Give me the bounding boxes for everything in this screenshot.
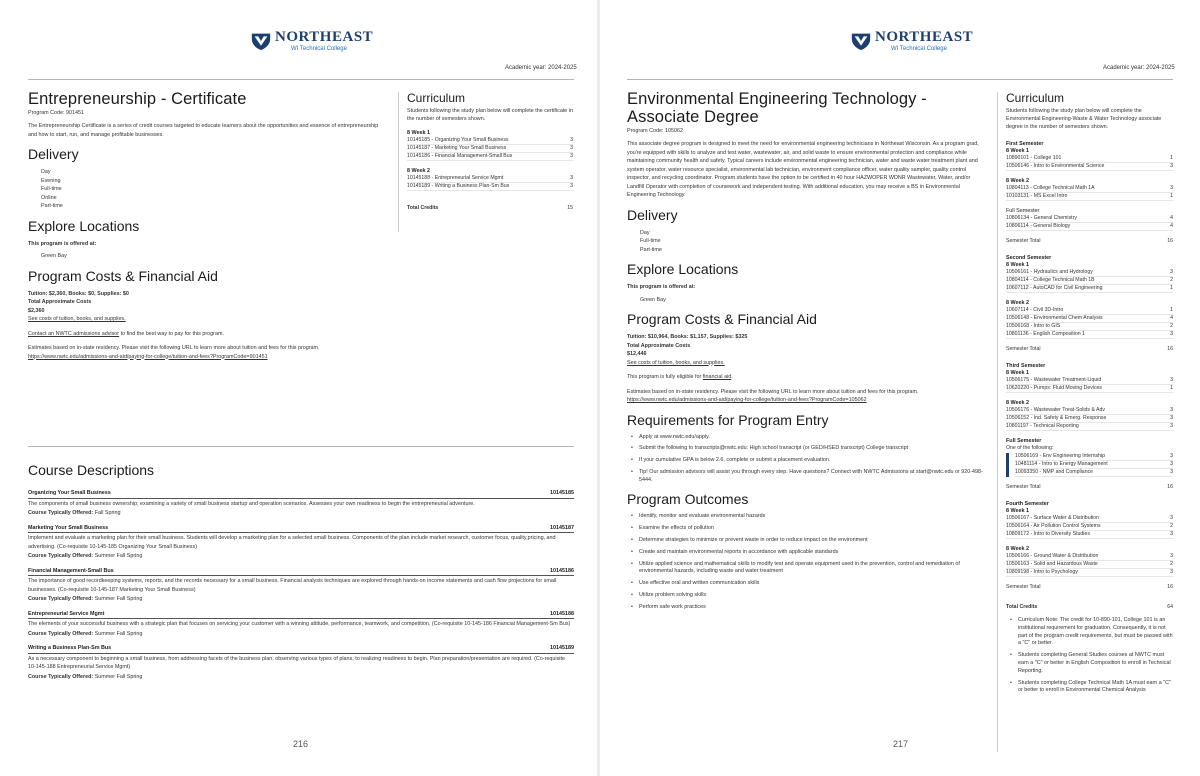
page-number: 217 [893,739,909,749]
semester-total-row: Semester Total 16 [1006,484,1173,490]
northeast-logo [250,30,373,52]
total-cost-value: $12,446 [627,351,647,357]
offered-at-label: This program is offered at: [28,240,97,247]
delivery-list [627,229,987,255]
course-description-item: Organizing Your Small Business 10145185 The components of small business ownership; examining a variety of small business startup and operation scenarios. Assesses your own readiness to begin the entrepreneurial adventure. Course Typically Offered: Fall Spring [28,490,574,516]
week-label: Full Semester [1006,438,1042,444]
curriculum-subtitle: Students following the study plan below will complete the Environmental Engineering-Waste & Water Technology associate degree in the number of semesters shown. [1006,108,1162,130]
semester-label: Second Semester [1006,255,1052,261]
estimates-note: Estimates based on in-state residency. Please visit the following URL to learn more about tuition and fees for this program. [28,345,320,351]
northeast-logo [850,30,973,52]
list-item: • Students completing College Technical Math 1A must earn a "C" or better to enroll in Environmental Chemical Analysis [1006,680,1173,696]
course-row: 10145188 - Entrepreneurial Service Mgmt 3 [407,175,573,181]
see-costs-link[interactable]: See costs of tuition, books, and supplies. [28,316,126,322]
requirements-heading: Requirements for Program Entry [627,411,829,428]
list-item: • Students completing General Studies courses at NWTC must earn a "C" or better in English Composition to enroll in Technical Reporting. [1006,652,1173,675]
total-cost-value: $2,360 [28,307,45,314]
semester-total-row: Semester Total 16 [1006,238,1173,244]
costs-heading: Program Costs & Financial Aid [28,267,218,284]
shield-logo-icon [250,30,272,52]
program-overview [28,90,388,361]
semester-label: First Semester [1006,141,1044,147]
course-row: 10506161 - Hydraulics and Hydrology 3 [1006,269,1173,275]
course-row: 10890101 - College 101 1 [1006,155,1173,161]
course-row: 10809198 - Intro to Psychology 3 [1006,569,1173,575]
delivery-item: Full-time [41,186,62,192]
outcomes-heading: Program Outcomes [627,491,749,508]
week-label: 8 Week 2 [407,168,430,174]
delivery-item: Part-time [41,203,63,209]
week-label: 8 Week 1 [1006,508,1029,514]
outcomes-list [627,513,987,611]
locations-heading: Explore Locations [627,261,739,277]
week-label: 8 Week 1 [1006,370,1029,376]
week-label: Full Semester [1006,208,1040,214]
course-row: 10506152 - Ind. Safety & Emerg. Response 3 [1006,415,1173,421]
brand-name: NORTHEAST [875,29,974,45]
semester-total-row: Semester Total 16 [1006,584,1173,590]
tuition-line: Tuition: $10,964, Books: $1,157, Supplies: $325 [627,334,748,340]
course-row: 10801197 - Technical Reporting 3 [1006,423,1173,429]
curriculum-heading: Curriculum [1006,91,1065,105]
course-row: 10607112 - AutoCAD for Civil Engineering 1 [1006,285,1173,291]
week-label: 8 Week 1 [407,130,430,136]
location-name: Green Bay [41,253,67,259]
brand-subtitle: WI Technical College [291,46,347,52]
course-row: 10804113 - College Technical Math 1A 3 [1006,185,1173,191]
page-217 [600,0,1200,776]
list-item: • Curriculum Note: The credit for 10-890-101, College 101 is an institutional requirement for graduation. Consequently, it is not part of the program credit requirements, but must be passed with a "C" or better. [1006,617,1173,648]
shield-logo-icon [850,30,872,52]
elective-choice-group [1006,453,1173,477]
contact-advisor-link[interactable]: Contact an NWTC admissions advisor [28,330,120,337]
header-divider [627,79,1173,80]
week-label: 8 Week 2 [1006,546,1029,552]
brand-name: NORTHEAST [275,29,374,45]
course-row: 10801136 - English Composition 1 3 [1006,331,1173,337]
list-item: • Create and maintain environmental reports in accordance with applicable standards [627,549,987,557]
delivery-list [28,168,388,211]
course-row: 10506175 - Wastewater Treatment-Liquid 3 [1006,377,1173,383]
course-row: 10506169 - Env Engineering Internship 3 [1015,453,1173,459]
brand-subtitle: WI Technical College [891,46,947,52]
page-number: 216 [293,739,309,749]
course-row: 10145189 - Writing a Business Plan-Sm Bus 3 [407,183,573,189]
week-label: 8 Week 1 [1006,148,1029,154]
tuition-url-link[interactable]: https://www.nwtc.edu/admissions-and-aid/paying-for-college/tuition-and-fees?ProgramCode=901451 [28,353,268,360]
list-item: • If your cumulative GPA is below 2.6, complete or submit a placement evaluation. [627,457,987,465]
total-cost-label: Total Approximate Costs [28,299,92,305]
course-row: 10506148 - Environmental Chem Analysis 4 [1006,315,1173,321]
program-intro: This associate degree program is designed to meet the need for environmental engineering technicians in Northeast Wisconsin. As a program grad, you're equipped with skills to analyze and test water, wastewater, air, and solid waste to ensure environmental protection and compliance while maintaining community health and safety. Typical careers include environmental engineering technician, water and waste water treatment plant and system operator, water resource specialist, environmental lab technician, environment compliance officer, water quality sampler, quality control inspector, and recycling coordinator. Program students have the option to be certified in 40 hour HAZWOPER WDNR Wastewater, Water, and/or Landfill Operator with completion of coursework and independent testing. With additional education, you may receive a BS in Environmental Engineering Technology. [627,141,979,198]
course-row: 10506166 - Ground Water & Distribution 3 [1006,553,1173,559]
course-row: 10093350 - NMP and Compliance 3 [1015,469,1173,475]
course-row: 10506164 - Air Pollution Control Systems 2 [1006,523,1173,529]
contact-advisor-line [28,330,388,339]
week-label: 8 Week 2 [1006,178,1029,184]
financial-aid-link[interactable]: financial aid [702,374,732,380]
list-item: • Utilize applied science and mathematical skills to modify test and operate equipment used in the prevention, control and remediation of environmental hazards, including waste and water treatment [627,561,987,577]
week-label: 8 Week 2 [1006,300,1029,306]
tuition-url-link[interactable]: https://www.nwtc.edu/admissions-and-aid/paying-for-college/tuition-and-fees?ProgramCode=105062 [627,397,867,403]
course-row: 10804114 - College Technical Math 1B 2 [1006,277,1173,283]
delivery-item: Evening [41,177,61,184]
course-description-item: Entrepreneurial Service Mgmt 10145188 The elements of your successful business with a strategic plan that focuses on servicing your customer with a winning attitude, performance, teamwork, and competition. (Co-requisite 10-145-186 Financial Management-Sm Bus) Course Typically Offered: Summer Fall Spring [28,610,574,637]
program-code: Program Code: 901451 [28,110,85,116]
course-row: 10806134 - General Chemistry 4 [1006,215,1173,221]
course-description-item: Financial Management-Small Bus 10145186 The importance of good recordkeeping systems, reports, and the records necessary for a small business. Financial analysis techniques are explored through hands-on income statements and cash flow projections for small businesses. (Co-requisite 10-145-187 Marketing Your Small Business) Course Typically Offered: Summer Fall Spring [28,567,574,602]
semester-label: Fourth Semester [1006,501,1049,507]
location-name: Green Bay [640,296,666,303]
week-label: 8 Week 1 [1006,262,1029,268]
program-title: Environmental Engineering Technology - Associate Degree [627,90,927,126]
curriculum-subtitle: Students following the study plan below will complete the certificate in the number of semesters shown. [407,108,574,122]
list-item: • Determine strategies to minimize or prevent waste in order to reduce impact on the environment [627,537,987,545]
delivery-heading: Delivery [28,146,79,162]
list-item: • Apply at www.nwtc.edu/apply. [627,434,987,442]
course-description-item: Writing a Business Plan-Sm Bus 10145189 As a necessary component to beginning a small business, from addressing facets of the business plan, observing various types of plans, to realizing readiness to begin. Plan preparation/presentation are required. (Co-requisite 10-145-188 Entrepreneurial Service Mgmt) Course Typically Offered: Summer Fall Spring [28,645,574,680]
course-row: 10145186 - Financial Management-Small Bus 3 [407,153,573,159]
course-row: 10620220 - Pumps: Fluid Moving Devices 1 [1006,385,1173,391]
list-item: • Submit the following to transcripts@nwtc.edu: High school transcript (or GED/HSED transcript) College transcript [627,445,987,453]
delivery-item: Part-time [640,246,662,253]
course-row: 10506168 - Intro to GIS 2 [1006,323,1173,329]
week-label: 8 Week 2 [1006,400,1029,406]
requirements-list [627,434,987,485]
program-intro: The Entrepreneurship Certificate is a series of credit courses targeted to educate learners about the opportunities and essence of entrepreneurship and how to start, run, and manage profitable businesses. [28,123,379,138]
curriculum-heading: Curriculum [407,91,466,105]
course-row: 10506146 - Intro to Environmental Science 3 [1006,163,1173,169]
course-descriptions [28,462,574,688]
list-item: • Tip! Our admission advisors will assist you through every step. Have questions? Connect with NWTC Admissions at start@nwtc.edu or 920-498-5444. [627,469,987,485]
curriculum-notes [1006,617,1173,695]
program-code: Program Code: 105062 [627,128,684,134]
course-row: 10506167 - Surface Water & Distribution 3 [1006,515,1173,521]
estimates-note: Estimates based on in-state residency. Please visit the following URL to learn more about tuition and fees for this program. [627,388,919,395]
course-descriptions-heading: Course Descriptions [28,462,155,478]
costs-heading: Program Costs & Financial Aid [627,311,817,327]
section-divider [28,446,574,447]
course-row: 10103131 - MS Excel Intro 1 [1006,193,1173,199]
course-row: 10145187 - Marketing Your Small Business 3 [407,145,573,151]
total-cost-label: Total Approximate Costs [627,342,691,349]
course-row: 10145185 - Organizing Your Small Business 3 [407,137,573,143]
list-item: • Examine the effects of pollution [627,525,987,533]
offered-at-label: This program is offered at: [627,284,696,290]
semester-label: Third Semester [1006,363,1046,369]
financial-aid-line: This program is fully eligible for financial aid. [627,374,733,380]
total-credits-row: Total Credits 15 [407,205,573,211]
academic-year: Academic year: 2024-2025 [1103,65,1175,71]
course-row: 10607114 - Civil 3D-Intro 1 [1006,307,1173,313]
contact-advisor-rest: to find the best way to pay for this program. [119,330,224,337]
list-item: • Perform safe work practices [627,604,987,612]
delivery-item: Day [41,169,51,175]
delivery-item: Online [41,194,57,201]
course-row: 10506176 - Wastewater Treat-Solids & Adv 3 [1006,407,1173,413]
column-divider [398,92,399,232]
course-row: 10809172 - Intro to Diversity Studies 3 [1006,531,1173,537]
list-item: • Use effective oral and written communication skills [627,580,987,588]
course-row: 10481114 - Intro to Energy Management 3 [1015,461,1173,467]
see-costs-link[interactable]: See costs of tuition, books, and supplies. [627,359,725,366]
delivery-heading: Delivery [627,206,678,223]
delivery-item: Full-time [640,238,661,244]
program-overview [627,90,987,616]
column-divider [997,92,998,752]
semester-total-row: Semester Total 16 [1006,346,1173,352]
list-item: • Utilize problem solving skills [627,592,987,600]
curriculum-panel [407,92,573,212]
course-row: 10806114 - General Biology 4 [1006,223,1173,229]
list-item: • Identify, monitor and evaluate environmental hazards [627,513,987,521]
curriculum-panel [1006,92,1173,699]
total-credits-row: Total Credits 64 [1006,604,1173,610]
course-row: 10506163 - Solid and Hazardous Waste 2 [1006,561,1173,567]
program-title: Entrepreneurship - Certificate [28,90,247,108]
academic-year: Academic year: 2024-2025 [505,65,577,71]
header-divider [28,79,574,80]
locations-heading: Explore Locations [28,217,140,234]
delivery-item: Day [640,229,650,236]
choice-label: One of the following: [1006,445,1054,451]
tuition-line: Tuition: $2,360, Books: $0, Supplies: $0 [28,290,129,297]
course-description-item: Marketing Your Small Business 10145187 Implement and evaluate a marketing plan for their small business. Students will develop a marketing plan for a selected small business. Components of the plan include market research, customer focus, quality,pricing, and advertising. (Co-requisite 10-145-185 Organizing Your Small Business) Course Typically Offered: Summer Fall Spring [28,524,574,559]
